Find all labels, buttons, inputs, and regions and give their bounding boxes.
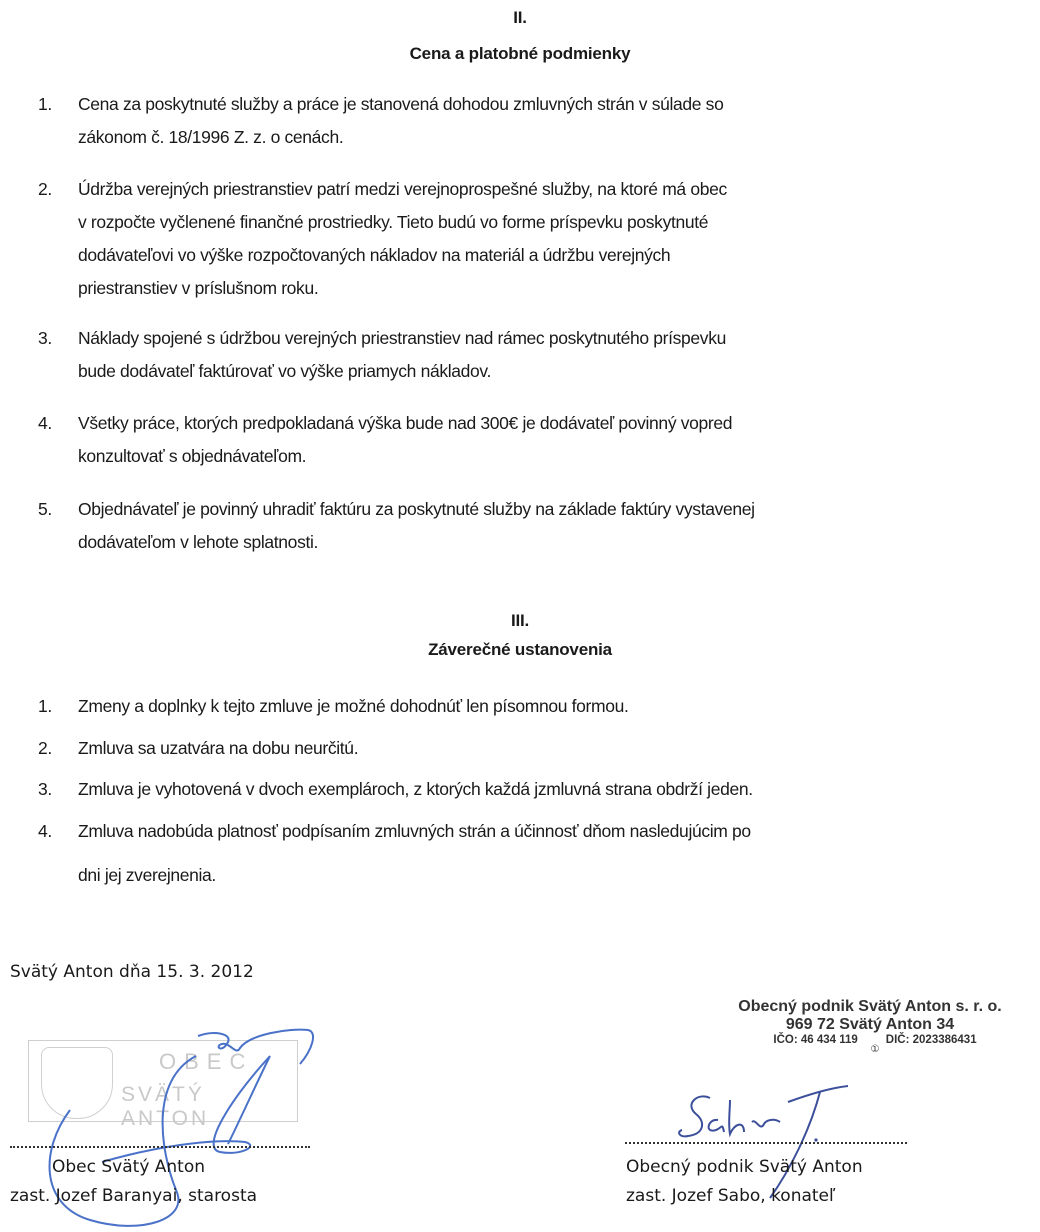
signatory-right-representative: zast. Jozef Sabo, konateľ (626, 1186, 836, 1206)
item-line: v rozpočte vyčlenené finančné prostriedky. Tieto budú vo forme príspevku poskytnuté (78, 212, 709, 232)
stamp-mark: ① (870, 1044, 880, 1055)
signature-line-right (625, 1142, 907, 1144)
signatory-left-name: Obec Svätý Anton (52, 1157, 206, 1177)
item-number: 2. (38, 179, 52, 199)
item-number: 4. (38, 821, 52, 841)
item-line: Zmluva je vyhotovená v dvoch exemplároch, z ktorých každá jzmluvná strana obdrží jeden. (78, 779, 753, 799)
section-2-number: II. (513, 8, 527, 27)
item-number: 4. (38, 413, 52, 433)
place-date: Svätý Anton dňa 15. 3. 2012 (10, 962, 254, 982)
item-line: Všetky práce, ktorých predpokladaná výška bude nad 300€ je dodávateľ povinný vopred (78, 413, 733, 433)
stamp-dic: DIČ: 2023386431 (885, 1034, 977, 1046)
item-number: 2. (38, 738, 52, 758)
stamp-line-2: SVÄTÝ ANTON (121, 1083, 210, 1130)
item-line: dni jej zverejnenia. (78, 865, 216, 885)
section-2-title: Cena a platobné podmienky (409, 44, 631, 63)
stamp-ico: IČO: 46 434 119 (773, 1034, 858, 1046)
stamp-line-1: OBEC (159, 1049, 254, 1074)
section-3-number: III. (510, 611, 530, 630)
director-signature-icon (670, 1080, 870, 1200)
item-line: Zmeny a doplnky k tejto zmluve je možné dohodnúť len písomnou formou. (78, 696, 629, 716)
item-line: Zmluva nadobúda platnosť podpísaním zmluvných strán a účinnosť dňom nasledujúcim po (78, 821, 751, 841)
item-line: dodávateľom v lehote splatnosti. (78, 532, 319, 552)
signatory-right-name: Obecný podnik Svätý Anton (626, 1157, 863, 1177)
item-number: 5. (38, 499, 52, 519)
item-number: 1. (38, 696, 52, 716)
stamp-company-name: Obecný podnik Svätý Anton s. r. o. (738, 998, 1002, 1015)
signature-line-left (10, 1146, 310, 1148)
item-line: dodávateľovi vo výške rozpočtovaných nákladov na materiál a údržbu verejných (78, 245, 671, 265)
item-line: konzultovať s objednávateľom. (78, 446, 307, 466)
item-number: 3. (38, 779, 52, 799)
item-line: Cena za poskytnuté služby a práce je stanovená dohodou zmluvných strán v súlade so (78, 94, 724, 114)
signatory-left-representative: zast. Jozef Baranyai, starosta (10, 1186, 258, 1206)
item-line: priestranstiev v príslušnom roku. (78, 278, 319, 298)
stamp-address: 969 72 Svätý Anton 34 (785, 1016, 955, 1033)
section-3-title: Záverečné ustanovenia (428, 640, 612, 659)
item-line: Objednávateľ je povinný uhradiť faktúru za poskytnuté služby na základe faktúry vystavenej (78, 499, 755, 519)
item-number: 3. (38, 328, 52, 348)
item-line: bude dodávateľ faktúrovať vo výške priamych nákladov. (78, 361, 492, 381)
item-line: Zmluva sa uzatvára na dobu neurčitú. (78, 738, 359, 758)
company-stamp (700, 998, 1040, 1055)
item-line: zákonom č. 18/1996 Z. z. o cenách. (78, 127, 344, 147)
item-line: Náklady spojené s údržbou verejných priestranstiev nad rámec poskytnutého príspevku (78, 328, 726, 348)
item-number: 1. (38, 94, 52, 114)
item-line: Údržba verejných priestranstiev patrí medzi verejnoprospešné služby, na ktoré má obec (78, 179, 727, 199)
